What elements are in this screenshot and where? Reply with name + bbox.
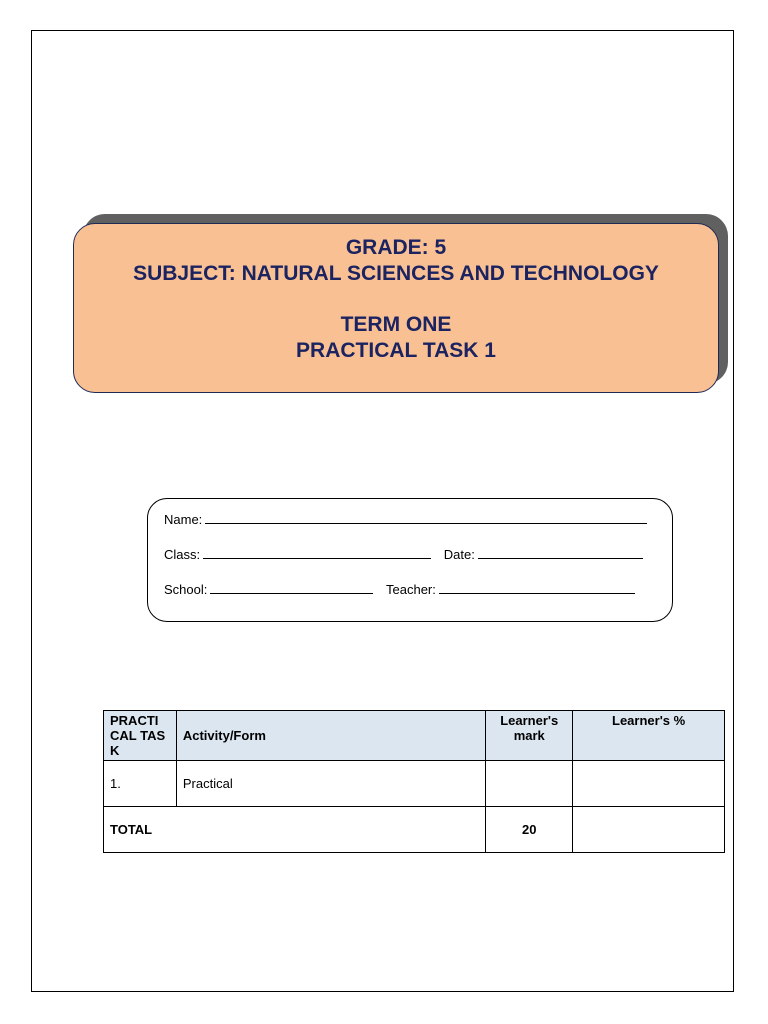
percent-cell[interactable] [573, 761, 725, 807]
date-field[interactable] [478, 545, 643, 559]
header-learner-percent: Learner's % [573, 711, 725, 761]
class-field[interactable] [203, 545, 431, 559]
class-date-row [164, 545, 643, 562]
total-mark-cell: 20 [486, 807, 573, 853]
date-label: Date: [443, 547, 475, 562]
class-label: Class: [164, 547, 201, 562]
total-percent-cell[interactable] [573, 807, 725, 853]
table-row [104, 761, 725, 807]
learner-info-box [147, 498, 673, 622]
school-field[interactable] [210, 580, 373, 594]
task-heading: PRACTICAL TASK 1 [296, 339, 496, 362]
name-field[interactable] [205, 510, 647, 524]
total-label-cell: TOTAL [104, 807, 486, 853]
name-row [164, 510, 647, 527]
teacher-label: Teacher: [386, 582, 436, 597]
activity-cell: Practical [176, 761, 485, 807]
term-heading: TERM ONE [340, 313, 452, 336]
name-label: Name: [164, 512, 203, 527]
mark-cell[interactable] [486, 761, 573, 807]
marks-table [103, 710, 725, 853]
header-activity-form: Activity/Form [176, 711, 485, 761]
table-header-row [104, 711, 725, 761]
school-label: School: [164, 582, 208, 597]
grade-heading: GRADE: 5 [345, 236, 447, 259]
title-banner [73, 223, 719, 393]
school-teacher-row [164, 580, 635, 597]
subject-heading: SUBJECT: NATURAL SCIENCES AND TECHNOLOGY [133, 262, 659, 285]
teacher-field[interactable] [439, 580, 635, 594]
table-total-row [104, 807, 725, 853]
task-number-cell: 1. [104, 761, 177, 807]
header-learner-mark: Learner's mark [486, 711, 573, 761]
header-practical-task: PRACTI CAL TASK [104, 711, 177, 761]
